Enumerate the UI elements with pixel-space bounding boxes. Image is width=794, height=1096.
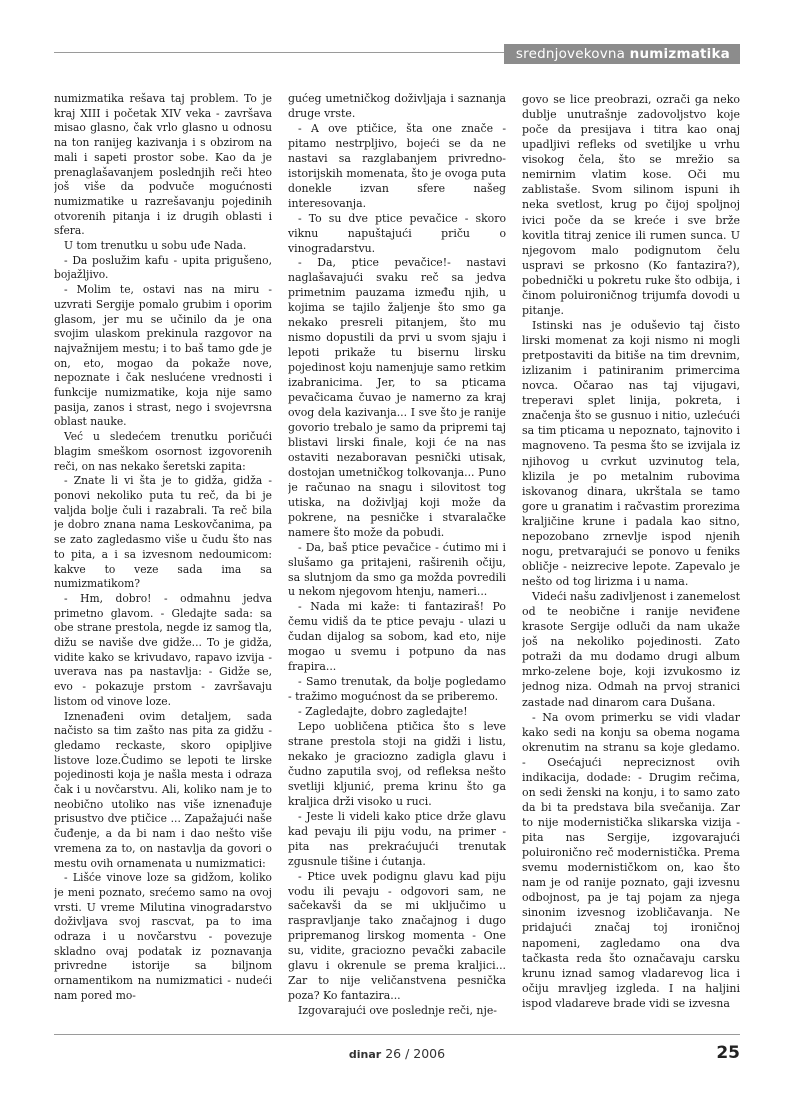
paragraph: Izgovarajući ove poslednje reči, nje- bbox=[298, 1004, 497, 1018]
paragraph: Istinski nas je oduševio taj čisto lirski momenat za koji nismo ni mogli pretpostaviti da bitiše na tim drevnim, izlizanim i patiniranim primercima novca. Očarao nas taj vijugavi, treperavi splet linija, pokreta, i značenja što se gusnuo i nitio, uzlećući sa tim pticama u nepoznato, tajnovito i magnoveno. Ta pesma što se izvijala iz njihovog u cvrkut uzvinutog tela, klizila je po metalnim rubovima iskovanog dinara, ukrštala se tamo gore u granatim i račvastim prorezima kraljičine krune i padala kao sitno, nepozobano zrnevlje ispod njenih nogu, pretvarajući se ponovo u feniks obličje - neizrecive lepote. Zapevalo je nešto od tog lirizma i u nama. bbox=[522, 318, 740, 588]
paragraph: - A ove ptičice, šta one znače - pitamo nestrpljivo, bojeći se da ne nastavi sa razglabanjem privredno-istorijskih momenata, što je ovoga puta donekle izvan sfere našeg interesovanja. bbox=[288, 121, 506, 210]
magazine-name: dinar bbox=[348, 1048, 382, 1061]
paragraph: U tom trenutku u sobu uđe Nada. bbox=[64, 239, 247, 253]
text-column-3 bbox=[522, 92, 740, 1020]
section-tab bbox=[504, 44, 740, 64]
section-label-bold: numizmatika bbox=[629, 46, 730, 62]
paragraph: - Znate li vi šta je to gidža, gidža - ponovi nekoliko puta tu reč, da bi je valjda bolje čuli i razabrali. Ta reč bila je dobro znana nama Leskovčanima, pa se zato zagledasmo više u čudu što nas to pita, a i sa izvesnom nedoumicom: kakve to veze sada ima sa numizmatikom? bbox=[54, 474, 272, 591]
paragraph: govo se lice preobrazi, ozrači ga neko dublje unutrašnje zadovoljstvo koje poče da presijava i titra kao onaj upadljivi refleks od svetiljke u vrhu visokog čela, što se mrežio sa nemirnim vlatim kose. Oči mu zablistaše. Svom silinom ispuni ih neka svetlost, krug po čijoj spoljnoj ivici poče da se kreće i sve brže kovitla titraj zenice ili rumen sunca. U njegovom malo podignutom čelu uspravi se prkosno (Ko fantazira?), pobednički u pokretu ruke što odbija, i činom poluironičnog trijumfa dovodi u pitanje. bbox=[522, 93, 740, 317]
paragraph: gućeg umetničkog doživljaja i saznanja druge vrste. bbox=[288, 92, 506, 120]
paragraph: Već u sledećem trenutku poričući blagim smeškom osornost izgovorenih reči, on nas nekako šeretski zapita: bbox=[54, 430, 272, 473]
text-column-2 bbox=[288, 92, 506, 1020]
paragraph: numizmatika rešava taj problem. To je kraj XIII i početak XIV veka - završava misao glasno, čak vrlo glasno u odnosu na ton ranijeg kazivanja i s obzirom na mali i sapeti prostor sobe. Kao da je prenaglašavanjem poslednjih reči hteo još više da podvuče mogućnosti numizmatike u razrešavanju pojedinih otvorenih pitanja i iz drugih oblasti i sfera. bbox=[54, 92, 272, 238]
paragraph: - Da, baš ptice pevačice - ćutimo mi i slušamo ga pritajeni, raširenih očiju, sa slutnjom da smo ga možda povredili u nekom njegovom htenju, nameri... bbox=[288, 540, 506, 599]
paragraph: - Da poslužim kafu - upita prigušeno, bojažljivo. bbox=[54, 253, 272, 282]
paragraph: - Molim te, ostavi nas na miru - uzvrati Sergije pomalo grubim i oporim glasom, jer mu se učinilo da je ona svojim ulaskom prekinula razgovor na najvažnijem mestu; i to baš tamo gde je on, eto, mogao da pokaže nove, nepoznate i čak neslućene vrednosti i funkcije numizmatike, koja nije samo pasija, zanos i strast, nego i svojevrsna oblast nauke. bbox=[54, 283, 272, 429]
page-number: 25 bbox=[716, 1043, 740, 1063]
paragraph: - Hm, dobro! - odmahnu jedva primetno glavom. - Gledajte sada: sa obe strane prestola, negde iz samog tla, dižu se naviše dve gidže... To je gidža, vidite kako se krivudavo, rapavo izvija - uverava nas pa nastavlja: - Gidže se, evo - pokazuje prstom - završavaju listom od vinove loze. bbox=[54, 591, 272, 708]
paragraph: - Lišće vinove loze sa gidžom, koliko je meni poznato, srećemo samo na ovoj vrsti. U vreme Milutina vinogradarstvo doživljava svoj rascvat, pa to ima odraza i u novčarstvu - povezuje skladno ovaj podatak iz poznavanja privredne istorije sa biljnom ornamentikom na numizmatici - nudeći nam pored mo- bbox=[54, 871, 272, 1002]
issue-number: 26 / 2006 bbox=[385, 1046, 446, 1061]
article-body bbox=[54, 92, 740, 1020]
paragraph: - Zagledajte, dobro zagledajte! bbox=[298, 705, 468, 719]
footer-issue bbox=[0, 1046, 794, 1061]
footer-rule bbox=[54, 1034, 740, 1035]
paragraph: - To su dve ptice pevačice - skoro viknu napuštajući priču o vinogradarstvu. bbox=[288, 211, 506, 255]
text-column-1 bbox=[54, 92, 272, 1020]
paragraph: - Da, ptice pevačice!- nastavi naglašavajući svaku reč sa jedva primetnim pauzama između njih, u kojima se tajilo žaljenje što smo ga nekako presreli pitanjem, što mu nismo dopustili da prvi u svom sjaju i lepoti prikaže tu bisernu lirsku pojedinost koju namenjuje samo retkim izabranicima. Jer, to sa pticama pevačicama čuvao je namerno za kraj ovog dela kazivanja... I sve što je ranije govorio trebalo je samo da pripremi taj blistavi lirski finale, koji će na nas ostaviti nezaboravan pesnički utisak, dostojan umetničkog tolkovanja... Puno je računao na snagu i silovitost tog utiska, na doživljaj koji može da pokrene, na pesničke i stvaralačke namere što može da pobudi. bbox=[288, 256, 506, 539]
paragraph: Videći našu zadivljenost i zanemelost od te neobične i ranije neviđene krasote Sergije odluči da nam ukaže još na nekoliko pojedinosti. Zato potraži da mu dodamo drugi album mrko-zelene boje, koji izvukosmo iz jednog niza. Odmah na prvoj stranici zastade nad dinarom cara Dušana. bbox=[522, 590, 740, 709]
section-label-light: srednjovekovna bbox=[515, 46, 626, 62]
paragraph: - Jeste li videli kako ptice drže glavu kad pevaju ili piju vodu, na primer - pita nas prekraćujući trenutak zgusnule tišine i ćutanja. bbox=[288, 809, 506, 868]
paragraph: - Nada mi kaže: ti fantaziraš! Po čemu vidiš da te ptice pevaju - ulazi u čudan dijalog sa sobom, kad eto, nije mogao u svemu i potpuno da nas frapira... bbox=[288, 600, 506, 674]
paragraph: - Samo trenutak, da bolje pogledamo - tražimo mogućnost da se priberemo. bbox=[288, 675, 506, 704]
paragraph: - Ptice uvek podignu glavu kad piju vodu ili pevaju - odgovori sam, ne sačekavši da se mi uključimo u raspravljanje tako značajnog i dugo pripremanog lirskog momenta - One su, vidite, graciozno pevački zabacile glavu i okrenule se prema kraljici... Zar to nije veličanstvena pesnička poza? Ko fantazira... bbox=[288, 869, 506, 1003]
paragraph: - Na ovom primerku se vidi vladar kako sedi na konju sa obema nogama okrenutim na stranu sa koje gledamo. - Osećajući nepreciznost ovih indikacija, dodade: - Drugim rečima, on sedi ženski na konju, i to samo zato da bi ta predstava bila svečanija. Zar to nije modernistička slikarska vizija - pita nas Sergije, izgovarajući poluironično reč modernistička. Prema svemu modernističkom on, kao što nam je od ranije poznato, gaji izvesnu odbojnost, pa je taj pojam za njega sinonim izvesnog izobličavanja. Ne pridajući značaj toj ironičnoj napomeni, zagledamo ona dva tačkasta reda što označavaju carsku krunu iznad samog vladarevog lica i očiju mravljeg izgleda. I na haljini ispod vladareve brade vidi se izvesna bbox=[522, 710, 740, 1010]
paragraph: Lepo uobličena ptičica što s leve strane prestola stoji na gidži i listu, nekako je graciozno zadigla glavu i čudno zaputila svoj, od refleksa nešto svetliji kljunić, prema krinu što ga kraljica drži visoko u ruci. bbox=[288, 720, 506, 808]
paragraph: Iznenađeni ovim detaljem, sada načisto sa tim zašto nas pita za gidžu - gledamo reckaste, skoro opipljive listove loze.Čudimo se lepoti te lirske pojedinosti koja je našla mesta i odraza čak i u novčarstvu. Ali, koliko nam je to neobično utoliko nas više iznenađuje prisustvo dve ptičice ... Zapažajući naše čuđenje, a da bi nam i dao nešto više vremena za to, on nastavlja da govori o mestu ovih ornamenata u numizmatici: bbox=[54, 709, 272, 870]
